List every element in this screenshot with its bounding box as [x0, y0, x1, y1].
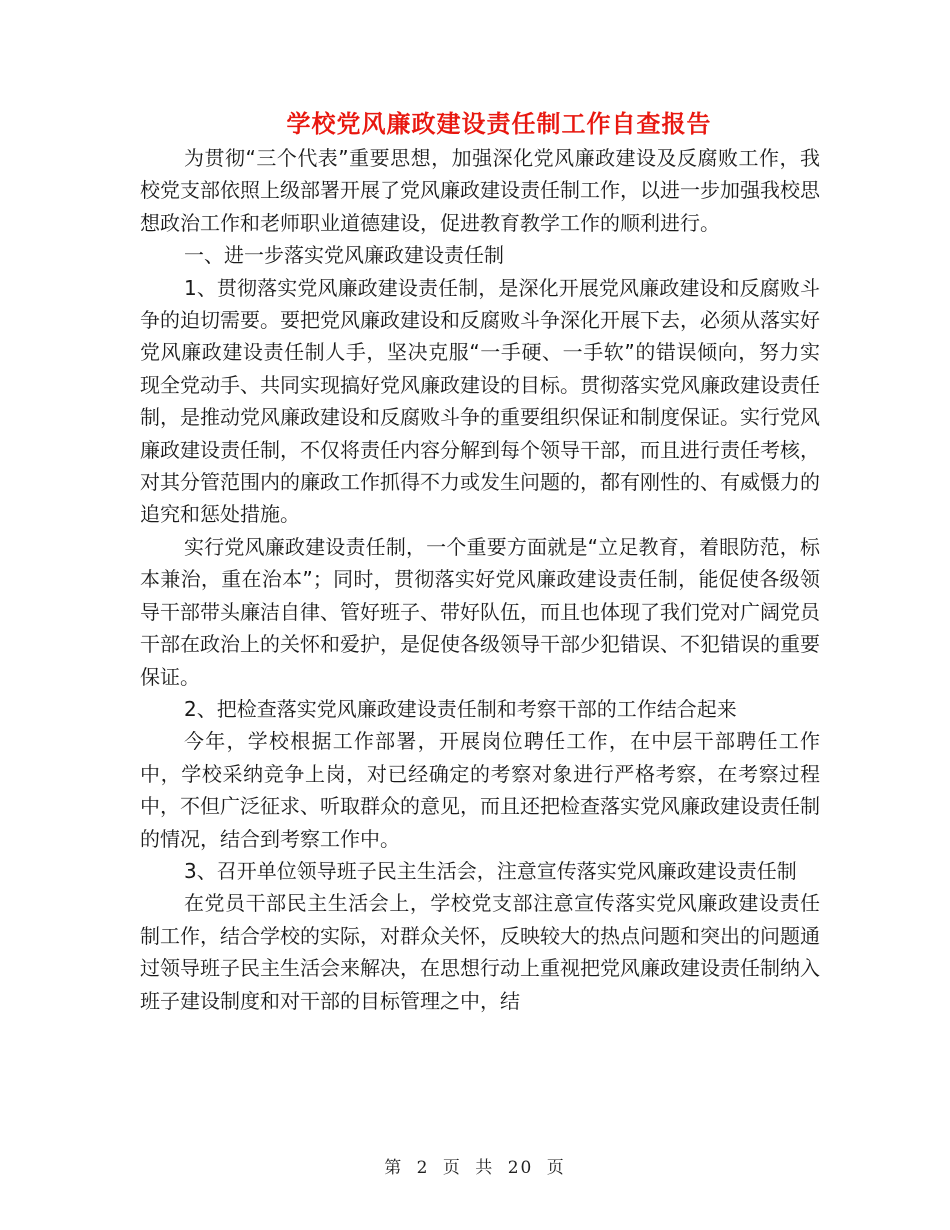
paragraph-meeting: 在党员干部民主生活会上，学校党支部注意宣传落实党风廉政建设责任制工作，结合学校的实际，对群众关怀，反映较大的热点问题和突出的问题通过领导班子民主生活会来解决，在思想行动上重视把党风廉政建设责任制纳入班子建设制度和对干部的目标管理之中，结 — [140, 891, 820, 1013]
paragraph-item-1: 1、贯彻落实党风廉政建设责任制，是深化开展党风廉政建设和反腐败斗争的迫切需要。要把党风廉政建设和反腐败斗争深化开展下去，必须从落实好党风廉政建设责任制人手，坚决克服“一手硬、一手软”的错误倾向，努力实现全党动手、共同实现搞好党风廉政建设的目标。贯彻落实党风廉政建设责任制，是推动党风廉政建设和反腐败斗争的重要组织保证和制度保证。实行党风廉政建设责任制，不仅将责任内容分解到每个领导干部，而且进行责任考核，对其分管范围内的廉政工作抓得不力或发生问题的，都有刚性的、有威慑力的追究和惩处措施。 — [140, 275, 820, 527]
paragraph-item-2: 2、把检查落实党风廉政建设责任制和考察干部的工作结合起来 — [184, 696, 737, 721]
paragraph-appointment: 今年，学校根据工作部署，开展岗位聘任工作，在中层干部聘任工作中，学校采纳竞争上岗，对已经确定的考察对象进行严格考察，在考察过程中，不但广泛征求、听取群众的意见，而且还把检查落实党风廉政建设责任制的情况，结合到考察工作中。 — [140, 729, 820, 851]
paragraph-item-3: 3、召开单位领导班子民主生活会，注意宣传落实党风廉政建设责任制 — [184, 858, 797, 883]
page-footer: 第 2 页 共 20 页 — [384, 1158, 566, 1178]
page-title: 学校党风廉政建设责任制工作自查报告 — [286, 109, 712, 138]
section-heading-1: 一、进一步落实党风廉政建设责任制 — [184, 243, 504, 268]
paragraph-responsibility: 实行党风廉政建设责任制，一个重要方面就是“立足教育，着眼防范，标本兼治，重在治本”；同时，贯彻落实好党风廉政建设责任制，能促使各级领导干部带头廉洁自律、管好班子、带好队伍，而且也体现了我们党对广阔党员干部在政治上的关怀和爱护，是促使各级领导干部少犯错误、不犯错误的重要保证。 — [140, 534, 820, 689]
document-body — [140, 142, 820, 1017]
paragraph-intro: 为贯彻“三个代表”重要思想，加强深化党风廉政建设及反腐败工作，我校党支部依照上级部署开展了党风廉政建设责任制工作，以进一步加强我校思想政治工作和老师职业道德建设，促进教育教学工作的顺利进行。 — [140, 146, 820, 235]
